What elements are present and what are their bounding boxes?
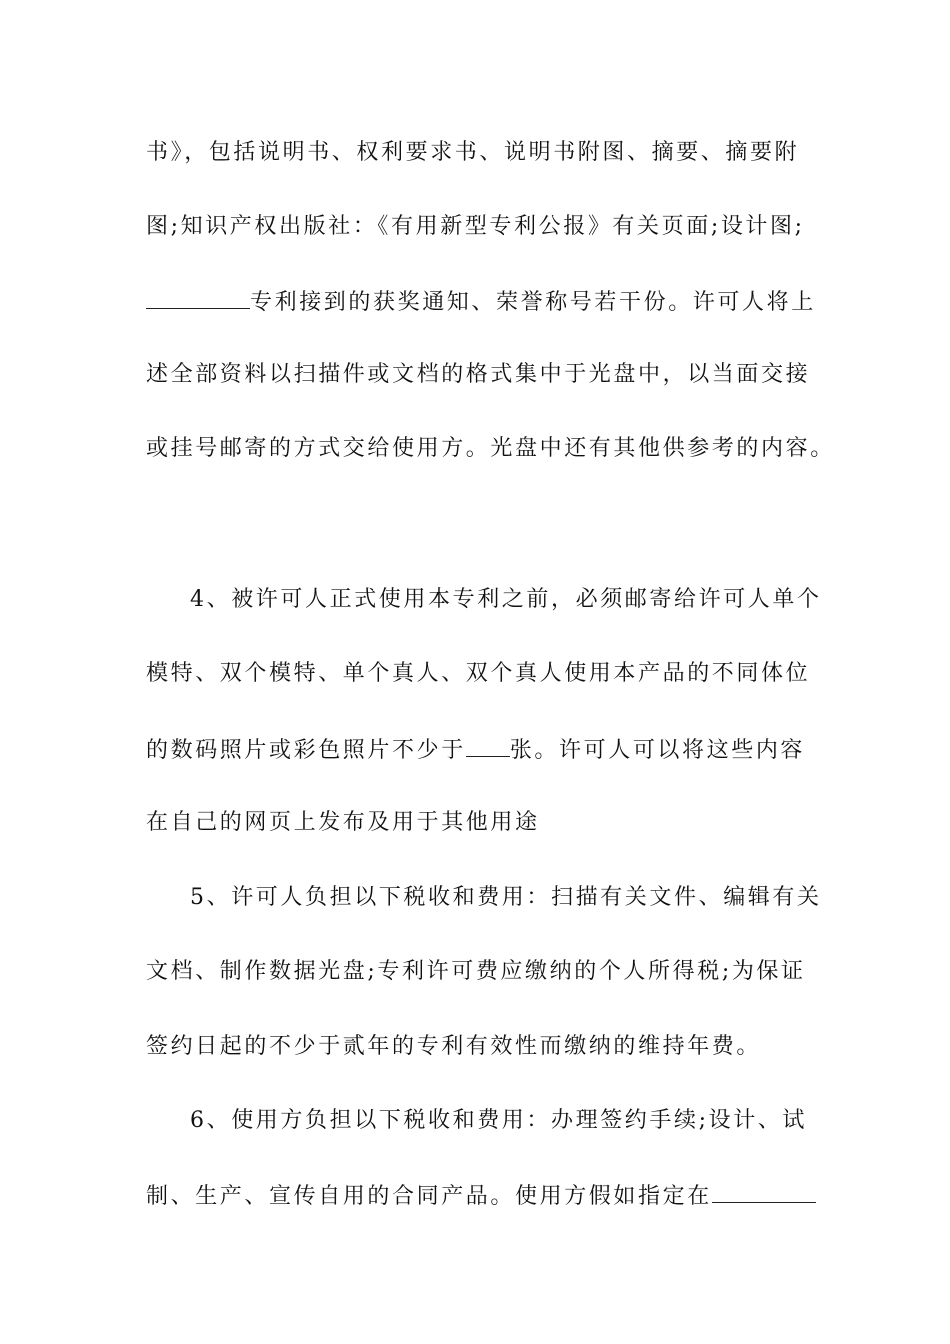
text-line-12: 签约日起的不少于贰年的专利有效性而缴纳的维持年费。 [146, 1034, 762, 1059]
text-line-2: 图;知识产权出版社：《有用新型专利公报》有关页面;设计图; [146, 214, 805, 239]
text-line-5: 或挂号邮寄的方式交给使用方。光盘中还有其他供参考的内容。 [146, 436, 835, 461]
text-line-1: 书》，包括说明书、权利要求书、说明书附图、摘要、摘要附 [146, 140, 800, 165]
paragraph-6-start: 6、使用方负担以下税收和费用：办理签约手续;设计、试 [190, 1108, 808, 1133]
paragraph-5-start: 5、许可人负担以下税收和费用：扫描有关文件、编辑有关 [190, 885, 822, 910]
text-line-9: 在自己的网页上发布及用于其他用途 [146, 810, 540, 835]
text-line-3 [146, 286, 826, 318]
text-line-8 [146, 734, 826, 766]
text-line-8-part-2: 张。许可人可以将这些内容 [509, 738, 806, 763]
text-line-3-content: 专利接到的获奖通知、荣誉称号若干份。许可人将上 [250, 290, 816, 315]
text-line-7: 模特、双个模特、单个真人、双个真人使用本产品的不同体位 [146, 661, 811, 686]
text-line-8-part-1: 的数码照片或彩色照片不少于 [146, 738, 466, 763]
text-line-11: 文档、制作数据光盘;专利许可费应缴纳的个人所得税;为保证 [146, 959, 806, 984]
fill-in-blank [466, 734, 510, 757]
paragraph-4-start: 4、被许可人正式使用本专利之前，必须邮寄给许可人单个 [190, 587, 822, 612]
text-line-14 [146, 1180, 826, 1212]
text-line-14-content: 制、生产、宣传自用的合同产品。使用方假如指定在 [146, 1184, 712, 1209]
fill-in-blank [146, 286, 250, 309]
fill-in-blank [712, 1180, 816, 1203]
text-line-4: 述全部资料以扫描件或文档的格式集中于光盘中，以当面交接 [146, 362, 811, 387]
